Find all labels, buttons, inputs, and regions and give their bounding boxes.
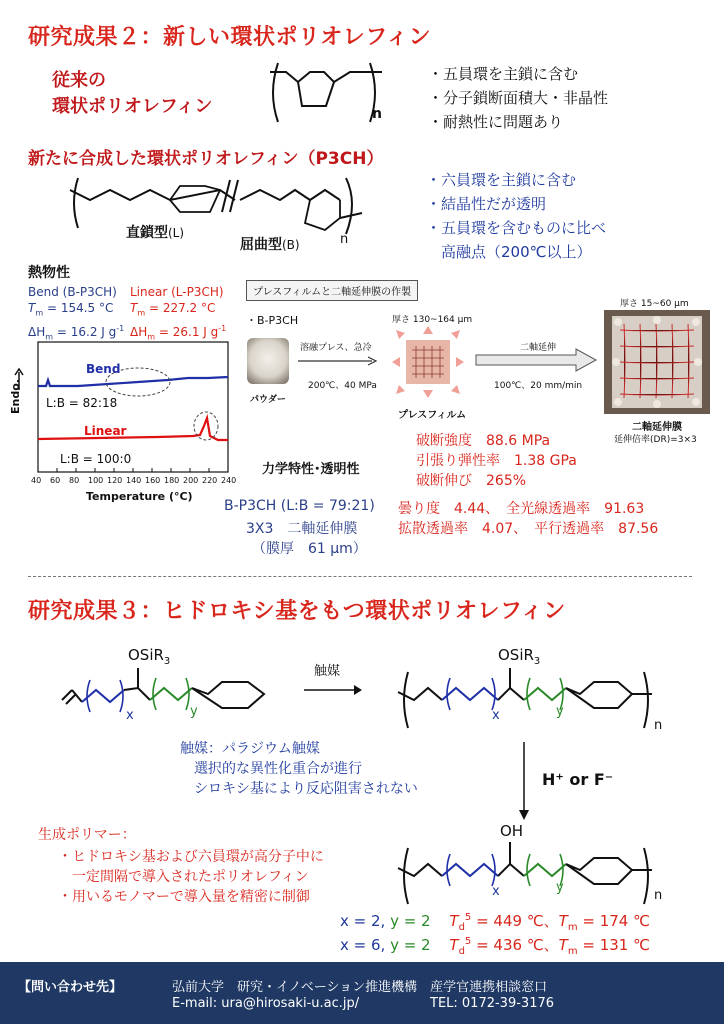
section2-title: 研究成果２：新しい環状ポリオレフィン <box>28 25 432 50</box>
new-polymer-title: 新たに合成した環状ポリオレフィン（P3CH） <box>28 149 384 169</box>
polymer-point-2: 一定間隔で導入されたポリオレフィン <box>58 869 309 885</box>
press-film-image <box>392 326 464 398</box>
polymer-oh: OH <box>500 822 524 840</box>
step2-arrow <box>476 348 598 372</box>
thickness1: 厚さ 130~164 μm <box>392 315 473 325</box>
mech-title: 力学特性･透明性 <box>262 462 360 477</box>
catalyst-note-2: 選択的な異性化重合が進行 <box>180 761 362 777</box>
dsc-xtick-label: 80 <box>69 476 80 485</box>
result-row-1: x = 2, y = 2 $T_d^5 = 449$ ℃、$T_m = 174$ ℃ <box>340 912 650 933</box>
n-label-conventional: n <box>372 106 382 122</box>
draw-ratio: 延伸倍率(DR)=3×3 <box>614 435 697 445</box>
sample-line-2: 3X3 二軸延伸膜 <box>246 521 358 537</box>
dsc-xtick-label: 180 <box>164 476 180 485</box>
optics-line-1: 曇り度 4.44、 全光線透過率 91.63 <box>398 501 645 517</box>
footer-org: 弘前大学 研究・イノベーション推進機構 産学官連携相談窓口 <box>172 980 548 995</box>
bend-info: Bend (B-P3CH) $T_m = 154.5$ °C $\Delta H_m = 16.2$ J $g^{-1}$ <box>28 285 125 342</box>
step1-arrow <box>298 356 378 366</box>
powder-label: パウダー <box>250 395 286 405</box>
new-point-3: ・五員環を含むものに比べ <box>426 219 607 237</box>
sample-line-3: （膜厚 61 μm） <box>252 541 367 557</box>
polymer-n: n <box>654 718 663 733</box>
catalyst-arrow-label: 触媒 <box>314 664 341 679</box>
hydroxyl-y: y <box>556 880 564 895</box>
membrane-label: 二軸延伸膜 <box>632 422 682 433</box>
bent-type-label: 屈曲型(B) <box>240 237 300 253</box>
dsc-xtick-label: 140 <box>126 476 142 485</box>
polymer-x: x <box>492 708 500 723</box>
protected-polymer-structure <box>398 664 658 736</box>
dsc-xtick-label: 40 <box>31 476 42 485</box>
process-title: プレスフィルムと二軸延伸膜の作製 <box>246 280 418 301</box>
dsc-xtick-label: 220 <box>202 476 218 485</box>
dsc-ylabel: Endo. <box>8 379 22 414</box>
footer-label: 【問い合わせ先】 <box>18 980 123 995</box>
p3ch-structure <box>70 168 370 248</box>
linear-info: Linear (L-P3CH) $T_m = 227.2$ °C $\Delta H_m = 26.1$ J $g^{-1}$ <box>130 285 227 342</box>
thickness2: 厚さ 15~60 μm <box>620 299 689 309</box>
polymer-point-3: ・用いるモノマーで導入量を精密に制御 <box>58 889 310 905</box>
catalyst-note-3: シロキシ基により反応阻害されない <box>180 781 418 797</box>
optics-line-2: 拡散透過率 4.07、 平行透過率 87.56 <box>398 521 659 537</box>
powder-image <box>247 338 289 384</box>
monomer-y: y <box>190 704 198 719</box>
dsc-bend-ratio: L:B = 82:18 <box>46 396 118 410</box>
hydroxyl-polymer-structure <box>398 840 658 910</box>
polymer-y: y <box>556 704 564 719</box>
dsc-yarrow <box>14 368 24 392</box>
reaction-arrow <box>304 684 364 696</box>
conventional-point-3: ・耐熱性に問題あり <box>428 113 564 131</box>
step1-top: 溶融プレス、急冷 <box>300 343 372 353</box>
mech-value-1: 破断強度 88.6 MPa <box>416 433 551 449</box>
dsc-xlabel: Temperature (°C) <box>86 490 193 503</box>
polymer-osir3: OSiR$_3$ <box>498 646 541 667</box>
biaxial-membrane-image <box>604 310 710 414</box>
dsc-bend-label: Bend <box>86 362 121 376</box>
step2-top: 二軸延伸 <box>520 343 557 353</box>
step1-bottom: 200℃、40 MPa <box>308 381 377 391</box>
deprotect-arrow <box>518 742 530 822</box>
conventional-label-2: 環状ポリオレフィン <box>52 96 213 117</box>
footer-email[interactable]: E-mail: ura@hirosaki-u.ac.jp/ <box>172 996 360 1011</box>
result-row-2: x = 6, y = 2 $T_d^5 = 436$ ℃、$T_m = 131$ ℃ <box>340 936 650 957</box>
linear-type-label: 直鎖型(L) <box>126 225 185 241</box>
mech-value-2: 引張り弾性率 1.38 GPa <box>416 453 577 469</box>
thermal-title: 熱物性 <box>28 265 70 281</box>
monomer-osir3: OSiR$_3$ <box>128 646 171 667</box>
conventional-point-1: ・五員環を主鎖に含む <box>428 65 579 83</box>
dsc-xtick-label: 120 <box>107 476 123 485</box>
mech-value-3: 破断伸び 265% <box>416 473 527 489</box>
section-divider <box>28 576 692 577</box>
press-film-label: プレスフィルム <box>398 410 467 421</box>
hydroxyl-x: x <box>492 884 500 899</box>
dsc-linear-label: Linear <box>84 424 127 438</box>
footer-tel[interactable]: TEL: 0172-39-3176 <box>430 996 555 1011</box>
deprotect-label: H⁺ or F⁻ <box>542 770 614 789</box>
catalyst-note-1: 触媒：パラジウム触媒 <box>180 741 320 757</box>
monomer-structure <box>58 664 278 730</box>
conventional-point-2: ・分子鎖断面積大・非晶性 <box>428 89 609 107</box>
dsc-xtick-label: 160 <box>145 476 161 485</box>
dsc-linear-ratio: L:B = 100:0 <box>60 452 132 466</box>
polymer-title: 生成ポリマー： <box>38 827 136 843</box>
dsc-xtick-label: 200 <box>183 476 199 485</box>
dsc-xtick-label: 100 <box>88 476 104 485</box>
hydroxyl-n: n <box>654 888 663 903</box>
section3-title: 研究成果３：ヒドロキシ基をもつ環状ポリオレフィン <box>28 599 566 624</box>
step2-bottom: 100℃、20 mm/min <box>494 381 583 391</box>
n-label-p3ch: n <box>340 232 349 247</box>
footer <box>0 962 724 1024</box>
process-material: ・B-P3CH <box>246 314 299 327</box>
monomer-x: x <box>126 708 134 723</box>
new-point-1: ・六員環を主鎖に含む <box>426 171 577 189</box>
polymer-point-1: ・ヒドロキシ基および六員環が高分子中に <box>58 849 324 865</box>
dsc-xtick-label: 60 <box>50 476 61 485</box>
conventional-label-1: 従来の <box>52 70 106 91</box>
new-point-4: 高融点（200℃以上） <box>426 243 592 261</box>
dsc-xtick-label: 240 <box>221 476 237 485</box>
new-point-2: ・結晶性だが透明 <box>426 195 547 213</box>
sample-line-1: B-P3CH (L:B = 79:21) <box>224 498 375 514</box>
